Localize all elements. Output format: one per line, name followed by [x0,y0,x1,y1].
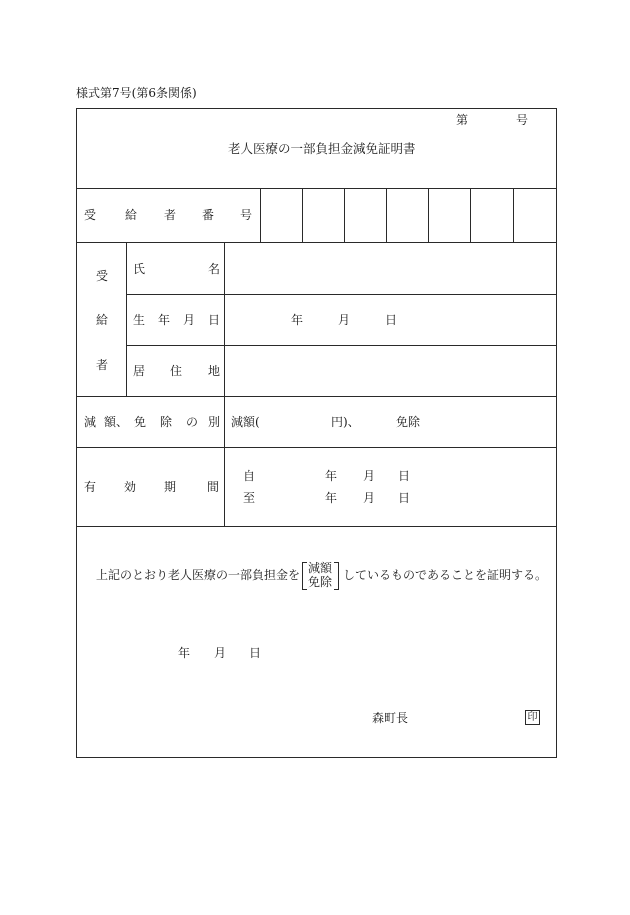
cert-month-unit: 月 [214,646,227,660]
recipient-number-digit-4[interactable] [387,189,428,242]
document-title: 老人医療の一部負担金減免証明書 [228,141,416,156]
reduction-amount-field[interactable] [266,408,328,436]
to-month-unit: 月 [363,491,376,505]
birth-year-unit: 年 [291,313,304,327]
from-month-unit: 月 [363,469,376,483]
option-reduction: 減額 [308,561,333,575]
to-year-unit: 年 [325,491,338,505]
to-day-unit: 日 [398,491,411,505]
from-year-unit: 年 [325,469,338,483]
left-bracket [302,562,307,590]
recipient-number-digit-3[interactable] [345,189,386,242]
birth-day-unit: 日 [385,313,398,327]
recipient-number-digit-1[interactable] [261,189,302,242]
name-field[interactable] [225,243,556,294]
seal-box: 印 [525,710,540,725]
exemption-option[interactable]: 免除 [396,415,421,429]
certification-text-before: 上記のとおり老人医療の一部負担金を [96,568,301,582]
from-label: 自 [243,469,256,483]
yen-unit: 円)、 [331,415,360,429]
recipient-number-digit-5[interactable] [429,189,470,242]
certification-text-after: しているものであることを証明する。 [343,568,548,582]
address-field[interactable] [225,346,556,396]
birth-month-unit: 月 [338,313,351,327]
period-from-field[interactable] [225,458,556,484]
certification-date-field[interactable] [170,640,270,666]
right-bracket [334,562,339,590]
recipient-number-digit-7[interactable] [514,189,556,242]
number-prefix: 第 [456,113,469,127]
birthdate-field[interactable] [225,295,556,345]
recipient-number-digit-2[interactable] [303,189,344,242]
form-number-label: 様式第7号(第6条関係) [76,86,197,100]
reduction-option[interactable]: 減額( [231,415,260,429]
option-exemption: 免除 [308,575,333,589]
issuer-name: 森町長 [372,711,409,725]
cert-day-unit: 日 [249,646,262,660]
period-to-field[interactable] [225,484,556,510]
to-label: 至 [243,491,256,505]
recipient-number-digit-6[interactable] [471,189,513,242]
number-suffix: 号 [516,113,529,127]
from-day-unit: 日 [398,469,411,483]
cert-year-unit: 年 [178,646,191,660]
